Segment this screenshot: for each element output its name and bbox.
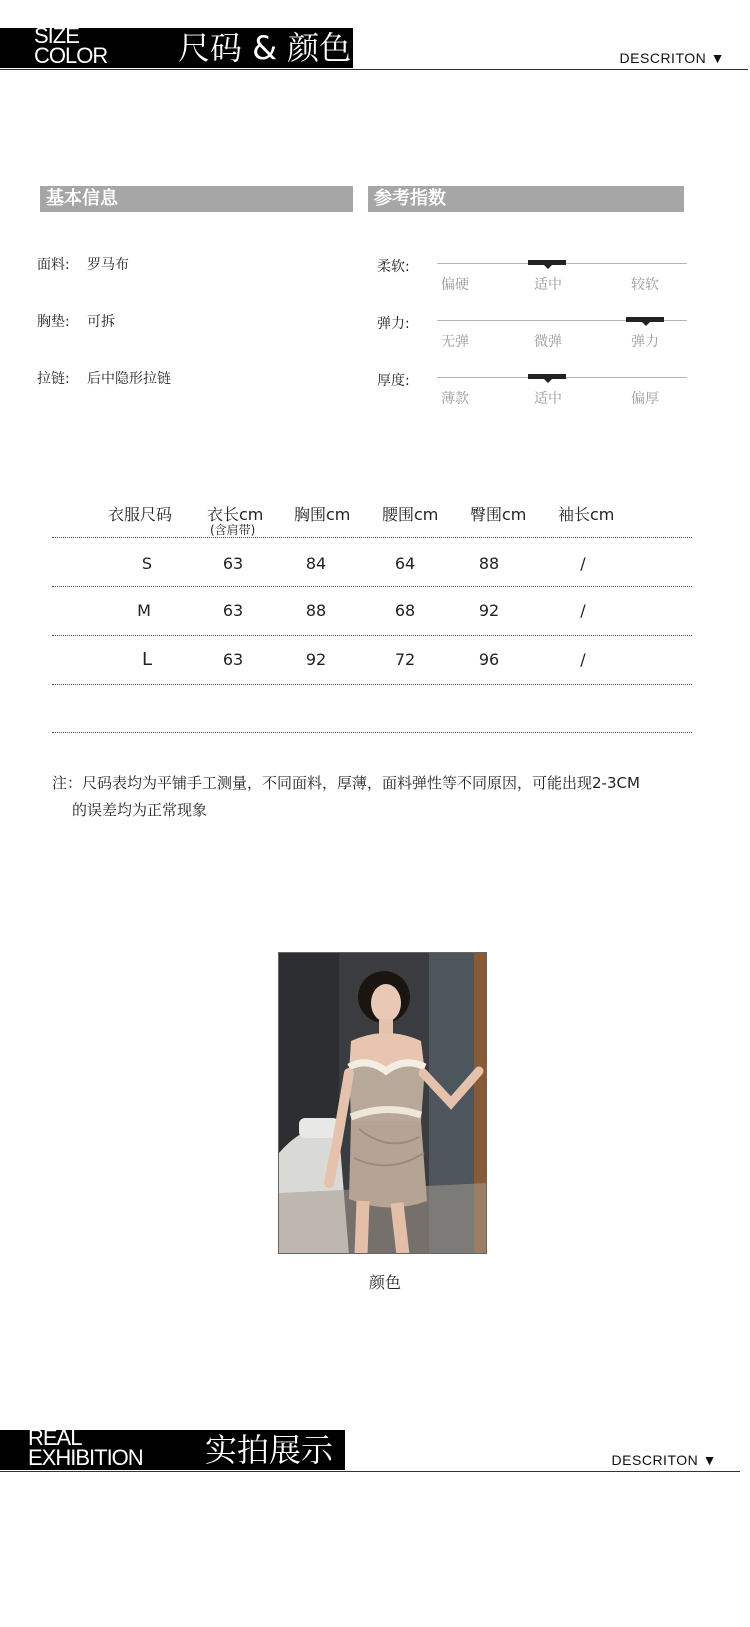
note-line1: 注：尺码表均为平铺手工测量，不同面料，厚薄，面料弹性等不同原因，可能出现2-3CM — [52, 774, 640, 792]
header-en-line2: EXHIBITION — [28, 1445, 143, 1470]
info-label: 拉链: — [37, 371, 70, 387]
size-note — [52, 770, 702, 824]
header-en-line1: SIZE — [34, 23, 79, 48]
product-photo — [278, 952, 487, 1254]
index-option: 较软 — [631, 277, 659, 293]
index-option: 适中 — [534, 391, 562, 407]
header-black-block — [0, 1425, 345, 1470]
table-divider — [52, 586, 692, 587]
index-option: 弹力 — [631, 334, 659, 350]
table-divider — [52, 537, 692, 538]
section-header-size-color — [0, 23, 750, 70]
header-rule — [0, 69, 748, 70]
table-cell: 63 — [222, 554, 244, 573]
index-option: 偏硬 — [441, 277, 469, 293]
header-en-title — [34, 23, 108, 68]
info-row-pad — [37, 311, 115, 331]
table-cell: 72 — [394, 650, 416, 669]
index-option: 适中 — [534, 277, 562, 293]
basic-info-bar: 基本信息 — [40, 186, 353, 212]
table-header: 胸围cm — [294, 505, 351, 524]
table-cell: 92 — [478, 601, 500, 620]
table-cell: 92 — [305, 650, 327, 669]
table-header: 腰围cm — [382, 505, 439, 524]
index-marker — [528, 374, 566, 379]
index-option: 偏厚 — [631, 391, 659, 407]
table-header: 衣服尺码 — [108, 505, 173, 524]
index-option: 无弹 — [441, 334, 469, 350]
table-cell: 84 — [305, 554, 327, 573]
table-cell: / — [580, 554, 586, 573]
header-en-line1: REAL — [28, 1425, 82, 1450]
index-label: 柔软: — [377, 259, 410, 275]
info-row-fabric — [37, 254, 129, 274]
table-cell: 96 — [478, 650, 500, 669]
table-header: 衣长cm — [207, 505, 264, 524]
table-cell: M — [137, 601, 151, 620]
table-cell: 88 — [305, 601, 327, 620]
header-cn-title: 实拍展示 — [205, 1431, 334, 1469]
index-row-thickness — [377, 370, 687, 420]
table-divider — [52, 732, 692, 733]
table-divider — [52, 684, 692, 685]
section-header-real-exhibition — [0, 1425, 750, 1472]
index-label: 厚度: — [377, 373, 410, 389]
header-en-line2: COLOR — [34, 43, 108, 68]
table-cell: / — [580, 650, 586, 669]
table-cell: L — [141, 649, 153, 670]
header-black-block — [0, 23, 353, 68]
info-label: 面料: — [37, 257, 70, 273]
index-option: 微弹 — [534, 334, 562, 350]
table-cell: 88 — [478, 554, 500, 573]
table-header: 臀围cm — [470, 505, 527, 524]
info-value: 罗马布 — [87, 257, 129, 273]
table-cell: 68 — [394, 601, 416, 620]
header-cn-title: 尺码 & 颜色 — [178, 29, 352, 67]
reference-index-bar: 参考指数 — [368, 186, 684, 212]
table-divider — [52, 635, 692, 636]
index-label: 弹力: — [377, 316, 410, 332]
header-en-title — [28, 1425, 143, 1470]
index-row-elasticity — [377, 313, 687, 363]
info-value: 后中隐形拉链 — [87, 371, 171, 387]
index-row-softness — [377, 256, 687, 306]
index-option: 薄款 — [441, 391, 469, 407]
table-cell: 63 — [222, 650, 244, 669]
info-row-zipper — [37, 368, 171, 388]
photo-caption: 颜色 — [368, 1273, 401, 1292]
table-cell: / — [580, 601, 586, 620]
table-header: 袖长cm — [558, 505, 615, 524]
descr-label: DESCRITON ▼ — [611, 1452, 717, 1468]
note-line2: 的误差均为正常现象 — [72, 801, 208, 819]
table-cell: S — [141, 554, 153, 573]
header-rule — [0, 1471, 740, 1472]
info-label: 胸垫: — [37, 314, 70, 330]
info-value: 可拆 — [87, 314, 115, 330]
descr-label: DESCRITON ▼ — [619, 50, 725, 66]
table-cell: 64 — [394, 554, 416, 573]
index-marker — [528, 260, 566, 265]
table-header-note: (含肩带) — [210, 523, 256, 537]
index-marker — [626, 317, 664, 322]
table-cell: 63 — [222, 601, 244, 620]
dress-model-image — [279, 953, 487, 1254]
